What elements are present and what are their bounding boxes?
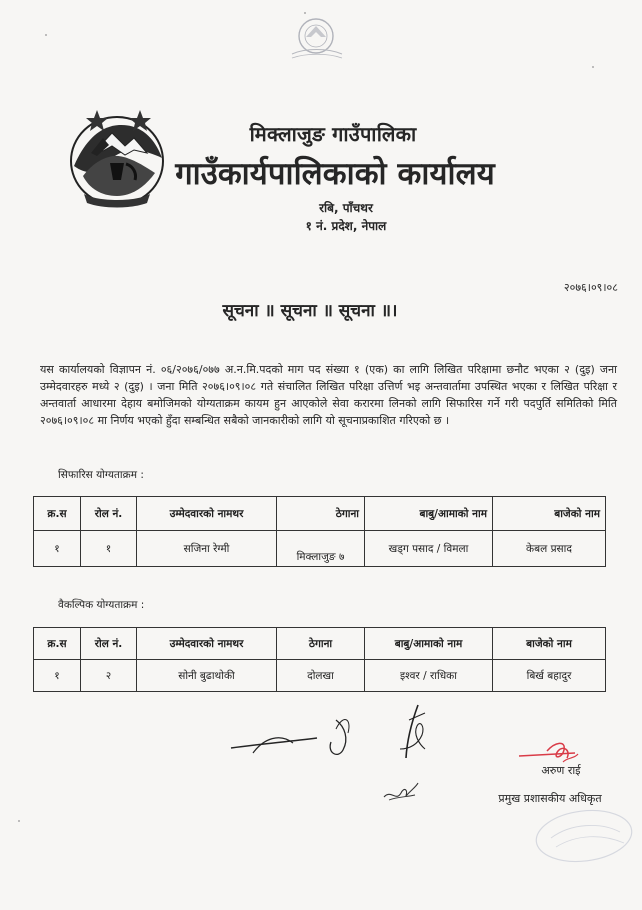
column-header-address: ठेगाना	[277, 628, 365, 660]
office-address: रबि, पाँचथर	[319, 201, 373, 215]
paper-speck	[18, 820, 20, 822]
column-header-serial: क्र.स	[34, 628, 81, 660]
committee-signature	[226, 709, 360, 767]
table-header-row	[34, 497, 606, 531]
parents-cell: खड्ग पसाद / विमला	[365, 531, 493, 567]
serial-cell: १	[34, 660, 81, 692]
office-name: गाउँकार्यपालिकाको कार्यालय	[175, 156, 495, 192]
alternate-ranking-label: वैकल्पिक योग्यताक्रम :	[58, 599, 145, 611]
member-signature	[389, 700, 434, 765]
column-header-parents: बाबु/आमाको नाम	[365, 497, 493, 531]
table-row	[34, 531, 606, 567]
column-header-serial: क्र.स	[34, 497, 81, 531]
address-cell: दोलखा	[277, 660, 365, 692]
column-header-candidate: उम्मेदवारको नामथर	[137, 497, 277, 531]
recommended-ranking-label: सिफारिस योग्यताक्रम :	[58, 469, 144, 481]
roll-cell: २	[81, 660, 137, 692]
table-header-row	[34, 628, 606, 660]
officer-title: प्रमुख प्रशासकीय अधिकृत	[498, 792, 602, 805]
roll-cell: १	[81, 531, 137, 567]
column-header-roll: रोल नं.	[81, 497, 137, 531]
notice-date: २०७६।०९।०८	[563, 281, 618, 294]
parents-cell: इश्वर / राधिका	[365, 660, 493, 692]
officer-name: अरुण राई	[541, 764, 581, 777]
paper-speck	[592, 66, 594, 68]
candidate-cell: सजिना रेग्मी	[137, 531, 277, 567]
official-seal	[270, 6, 362, 104]
candidate-cell: सोनी बुढाथोकी	[137, 660, 277, 692]
grandfather-cell: केबल प्रसाद	[493, 531, 606, 567]
column-header-roll: रोल नं.	[81, 628, 137, 660]
grandfather-cell: बिर्ख बहादुर	[493, 660, 606, 692]
recommended-ranking-table	[33, 496, 606, 567]
paper-speck	[45, 34, 47, 36]
column-header-grandfather: बाजेको नाम	[493, 497, 606, 531]
column-header-grandfather: बाजेको नाम	[493, 628, 606, 660]
notice-title: सूचना ॥ सूचना ॥ सूचना ॥।	[222, 301, 398, 321]
column-header-address: ठेगाना	[277, 497, 365, 531]
nepal-emblem	[64, 108, 170, 212]
table-row	[34, 660, 606, 692]
serial-cell: १	[34, 531, 81, 567]
alternate-ranking-table	[33, 627, 606, 692]
address-cell: मिक्लाजुङ ७	[277, 531, 365, 567]
initial-signature	[381, 779, 421, 805]
notice-body: यस कार्यालयको विज्ञापन नं. ०६/२०७६/०७७ अ.न.मि.पदको माग पद संख्या १ (एक) का लागि लिखित परिक्षामा छनौट भएका २ (दुइ) जना उम्मेदवारहरु मध्ये २ (दुइ) । जना मिति २०७६।०९।०८ गते संचालित लिखित परिक्षा उत्तिर्ण भइ अन्तवार्तामा उपस्थित भएका र लिखित परिक्षा र अन्तवार्ता आधारमा देहाय बमोजिमको योग्यताक्रम कायम हुन आएकोले सेवा करारमा लिनको लागि सिफारिस गर्ने गरी पदपुर्ति समितिको मिति २०७६।०९।०८ मा निर्णय भएको हुँदा सम्बन्धित सबैको जानकारीको लागि यो सूचनाप्रकाशित गरिएको छ ।	[40, 363, 617, 427]
municipality-name: मिक्लाजुङ गाउँपालिका	[249, 122, 417, 146]
paper-speck	[304, 12, 306, 14]
column-header-candidate: उम्मेदवारको नामथर	[137, 628, 277, 660]
province-address: १ नं. प्रदेश, नेपाल	[305, 219, 387, 233]
faded-office-seal	[526, 798, 642, 868]
column-header-parents: बाबु/आमाको नाम	[365, 628, 493, 660]
